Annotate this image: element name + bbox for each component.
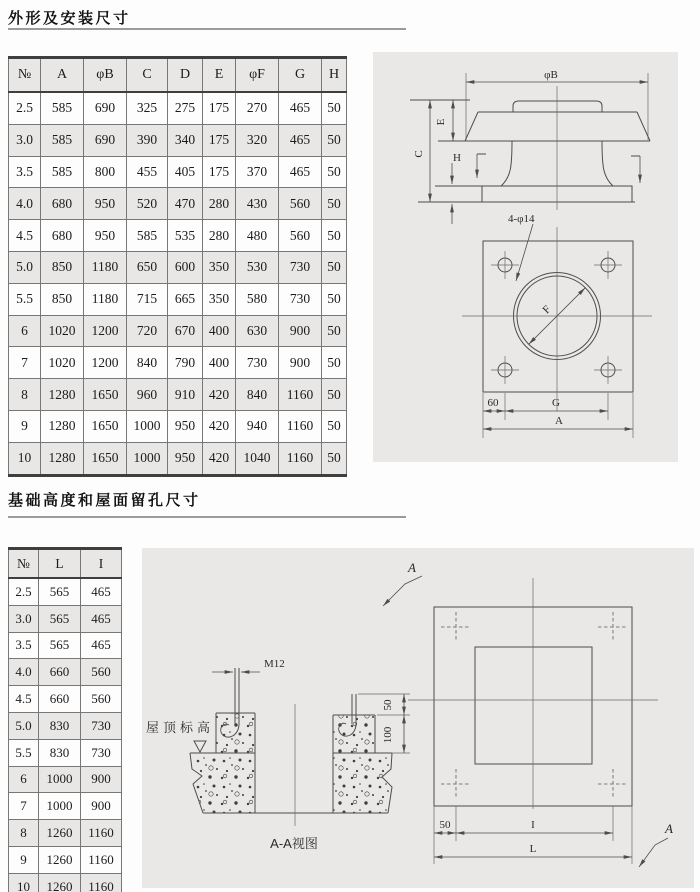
- table-cell: 900: [279, 347, 322, 379]
- table-cell: 50: [322, 124, 347, 156]
- column-header: G: [279, 58, 322, 93]
- table-cell: 560: [279, 220, 322, 252]
- table-cell: 585: [41, 156, 84, 188]
- table-cell: 8: [9, 379, 41, 411]
- table-row: [9, 659, 122, 686]
- table-cell: 565: [39, 578, 81, 605]
- table-row: [9, 124, 347, 156]
- table-row: [9, 686, 122, 713]
- table-cell: 50: [322, 410, 347, 442]
- table-cell: 50: [322, 379, 347, 411]
- column-header: L: [39, 549, 81, 579]
- table-cell: 1000: [39, 793, 81, 820]
- dim-label-h: H: [453, 152, 461, 164]
- flange-plan-view: [462, 213, 652, 438]
- table-cell: 560: [81, 659, 122, 686]
- table-cell: 175: [203, 156, 236, 188]
- table-row: [9, 632, 122, 659]
- section1-title: 外形及安装尺寸: [8, 10, 131, 27]
- table-cell: 650: [127, 251, 168, 283]
- table-cell: 1160: [81, 873, 122, 892]
- table-cell: 50: [322, 347, 347, 379]
- table-cell: 400: [203, 315, 236, 347]
- table-cell: 175: [203, 92, 236, 124]
- table-cell: 50: [322, 251, 347, 283]
- table-cell: 325: [127, 92, 168, 124]
- table-cell: 420: [203, 442, 236, 475]
- fan-elevation-view: [410, 69, 650, 224]
- table-cell: 7: [9, 793, 39, 820]
- table-cell: 280: [203, 220, 236, 252]
- header-row: [9, 549, 122, 579]
- dim-label-i: I: [531, 819, 535, 831]
- anchor-bolt-label: M12: [264, 658, 285, 670]
- table-cell: 730: [279, 251, 322, 283]
- table-row: [9, 347, 347, 379]
- table-cell: 800: [84, 156, 127, 188]
- table-row: [9, 442, 347, 475]
- table-cell: 405: [168, 156, 203, 188]
- fan-cap-outline: [513, 101, 602, 112]
- dim-label-g: G: [552, 397, 560, 409]
- table-cell: 465: [279, 124, 322, 156]
- dim-label-e: E: [435, 118, 447, 126]
- table-cell: 715: [127, 283, 168, 315]
- table-row: [9, 846, 122, 873]
- table-row: [9, 578, 122, 605]
- dim-label-50-offset: 50: [439, 819, 451, 831]
- table-cell: 1280: [41, 410, 84, 442]
- table-cell: 3.5: [9, 632, 39, 659]
- table-cell: 830: [39, 712, 81, 739]
- column-header: φF: [236, 58, 279, 93]
- table-cell: 465: [279, 92, 322, 124]
- column-header: E: [203, 58, 236, 93]
- table-cell: 340: [168, 124, 203, 156]
- foundation-dimensions-table: [8, 547, 122, 892]
- dim-label-c: C: [413, 150, 425, 158]
- table-cell: 50: [322, 188, 347, 220]
- dim-label-60: 60: [487, 397, 499, 409]
- roof-hole-outline: [475, 647, 592, 764]
- section1-title-rule: [8, 28, 406, 30]
- table-cell: 480: [236, 220, 279, 252]
- table-cell: 5.5: [9, 283, 41, 315]
- table-cell: 950: [84, 188, 127, 220]
- table-cell: 1200: [84, 347, 127, 379]
- column-header: A: [41, 58, 84, 93]
- fan-cowl-outline: [438, 112, 650, 141]
- table-cell: 830: [39, 739, 81, 766]
- column-header: №: [9, 58, 41, 93]
- table-row: [9, 92, 347, 124]
- table-cell: 850: [41, 251, 84, 283]
- table-cell: 4.5: [9, 220, 41, 252]
- table-cell: 1160: [81, 820, 122, 847]
- table-cell: 370: [236, 156, 279, 188]
- table-cell: 350: [203, 251, 236, 283]
- table-cell: 430: [236, 188, 279, 220]
- table-cell: 10: [9, 442, 41, 475]
- table-cell: 530: [236, 251, 279, 283]
- table-row: [9, 188, 347, 220]
- outline-drawing-panel: [373, 52, 678, 462]
- table-cell: 2.5: [9, 92, 41, 124]
- table-cell: 600: [168, 251, 203, 283]
- table-cell: 900: [81, 766, 122, 793]
- table-cell: 7: [9, 347, 41, 379]
- table-cell: 950: [168, 442, 203, 475]
- table-row: [9, 156, 347, 188]
- table-cell: 270: [236, 92, 279, 124]
- table-cell: 1020: [41, 315, 84, 347]
- table-cell: 585: [127, 220, 168, 252]
- table-cell: 660: [39, 686, 81, 713]
- dim-label-100-curb: 100: [382, 726, 394, 744]
- table-cell: 1650: [84, 442, 127, 475]
- column-header: I: [81, 549, 122, 579]
- table-cell: 4.0: [9, 188, 41, 220]
- table-cell: 50: [322, 442, 347, 475]
- table-cell: 3.0: [9, 124, 41, 156]
- column-header: №: [9, 549, 39, 579]
- table-cell: 1650: [84, 410, 127, 442]
- table-cell: 680: [41, 220, 84, 252]
- table-cell: 585: [41, 92, 84, 124]
- table-cell: 5.0: [9, 712, 39, 739]
- bolt-position-marks: [441, 612, 628, 799]
- table-cell: 960: [127, 379, 168, 411]
- table-cell: 5.0: [9, 251, 41, 283]
- table-row: [9, 315, 347, 347]
- table-cell: 465: [81, 632, 122, 659]
- bolt-holes-label: 4-φ14: [508, 213, 535, 225]
- table-cell: 585: [41, 124, 84, 156]
- table-row: [9, 820, 122, 847]
- table-row: [9, 873, 122, 892]
- table-cell: 400: [203, 347, 236, 379]
- roof-opening-edges: [255, 713, 333, 813]
- table-row: [9, 251, 347, 283]
- table-cell: 5.5: [9, 739, 39, 766]
- fan-base-outline: [418, 186, 635, 202]
- table-cell: 690: [84, 92, 127, 124]
- table-cell: 730: [279, 283, 322, 315]
- foundation-drawing: [142, 548, 694, 888]
- table-cell: 630: [236, 315, 279, 347]
- table-cell: 275: [168, 92, 203, 124]
- table-cell: 9: [9, 846, 39, 873]
- table-cell: 730: [236, 347, 279, 379]
- table-cell: 900: [279, 315, 322, 347]
- roof-level-label: 屋顶标高: [146, 720, 215, 735]
- table-cell: 565: [39, 632, 81, 659]
- table-cell: 6: [9, 766, 39, 793]
- table-cell: 390: [127, 124, 168, 156]
- table-cell: 1280: [41, 379, 84, 411]
- column-header: H: [322, 58, 347, 93]
- table-cell: 470: [168, 188, 203, 220]
- table-cell: 1000: [39, 766, 81, 793]
- outline-dimensions-table: [8, 56, 347, 477]
- dim-label-phi-b: φB: [544, 69, 558, 81]
- table-cell: 3.5: [9, 156, 41, 188]
- table-row: [9, 739, 122, 766]
- table-cell: 850: [41, 283, 84, 315]
- fan-outline-drawing: [373, 52, 678, 462]
- table-cell: 1160: [279, 379, 322, 411]
- table-cell: 3.0: [9, 605, 39, 632]
- table-row: [9, 605, 122, 632]
- table-cell: 1040: [236, 442, 279, 475]
- section-letter-top: A: [408, 560, 416, 575]
- table-row: [9, 766, 122, 793]
- table-cell: 1000: [127, 442, 168, 475]
- table-cell: 950: [168, 410, 203, 442]
- table-cell: 10: [9, 873, 39, 892]
- table-cell: 320: [236, 124, 279, 156]
- table-cell: 2.5: [9, 578, 39, 605]
- table-cell: 565: [39, 605, 81, 632]
- dim-label-l: L: [529, 843, 537, 855]
- table-cell: 175: [203, 124, 236, 156]
- section-view-caption: A-A视图: [270, 836, 318, 851]
- table-cell: 520: [127, 188, 168, 220]
- table-cell: 9: [9, 410, 41, 442]
- table-cell: 4.0: [9, 659, 39, 686]
- dim-label-50-projection: 50: [382, 699, 394, 711]
- table-cell: 1200: [84, 315, 127, 347]
- table-cell: 680: [41, 188, 84, 220]
- table-cell: 1280: [41, 442, 84, 475]
- table-cell: 790: [168, 347, 203, 379]
- table-cell: 50: [322, 220, 347, 252]
- table-cell: 420: [203, 410, 236, 442]
- column-header: D: [168, 58, 203, 93]
- table-row: [9, 793, 122, 820]
- table-cell: 900: [81, 793, 122, 820]
- table-cell: 560: [279, 188, 322, 220]
- table-cell: 535: [168, 220, 203, 252]
- foundation-drawing-panel: [142, 548, 694, 888]
- header-row: [9, 58, 347, 93]
- table-cell: 665: [168, 283, 203, 315]
- table-cell: 420: [203, 379, 236, 411]
- table-cell: 1160: [81, 846, 122, 873]
- table-cell: 690: [84, 124, 127, 156]
- table-cell: 1180: [84, 251, 127, 283]
- table-cell: 1260: [39, 820, 81, 847]
- table-cell: 580: [236, 283, 279, 315]
- foundation-section-view: [146, 658, 410, 851]
- table-cell: 950: [84, 220, 127, 252]
- table-row: [9, 283, 347, 315]
- table-cell: 6: [9, 315, 41, 347]
- table-cell: 910: [168, 379, 203, 411]
- section2-title: 基础高度和屋面留孔尺寸: [8, 492, 201, 509]
- table-cell: 1180: [84, 283, 127, 315]
- table-row: [9, 410, 347, 442]
- table-cell: 50: [322, 315, 347, 347]
- table-cell: 940: [236, 410, 279, 442]
- table-row: [9, 712, 122, 739]
- table-cell: 50: [322, 283, 347, 315]
- table-cell: 720: [127, 315, 168, 347]
- table-cell: 1260: [39, 873, 81, 892]
- table-cell: 730: [81, 712, 122, 739]
- table-cell: 350: [203, 283, 236, 315]
- dim-label-phi-f: F: [540, 303, 554, 317]
- table-cell: 1160: [279, 410, 322, 442]
- section2-title-rule: [8, 516, 406, 518]
- table-cell: 560: [81, 686, 122, 713]
- foundation-plan-view: [383, 560, 673, 867]
- table-cell: 1650: [84, 379, 127, 411]
- column-header: C: [127, 58, 168, 93]
- table-cell: 8: [9, 820, 39, 847]
- column-header: φB: [84, 58, 127, 93]
- table-row: [9, 379, 347, 411]
- table-cell: 465: [81, 578, 122, 605]
- table-cell: 455: [127, 156, 168, 188]
- table-cell: 1020: [41, 347, 84, 379]
- table-cell: 280: [203, 188, 236, 220]
- elevation-mark-icon: [194, 741, 206, 752]
- table-cell: 465: [81, 605, 122, 632]
- table-cell: 840: [236, 379, 279, 411]
- dim-label-a: A: [555, 415, 563, 427]
- table-cell: 670: [168, 315, 203, 347]
- table-cell: 840: [127, 347, 168, 379]
- table-row: [9, 220, 347, 252]
- table-cell: 50: [322, 92, 347, 124]
- table-cell: 465: [279, 156, 322, 188]
- section-letter-bottom: A: [665, 821, 673, 836]
- table-cell: 1260: [39, 846, 81, 873]
- table-cell: 50: [322, 156, 347, 188]
- table-cell: 730: [81, 739, 122, 766]
- table-cell: 4.5: [9, 686, 39, 713]
- table-cell: 1000: [127, 410, 168, 442]
- table-cell: 1160: [279, 442, 322, 475]
- table-cell: 660: [39, 659, 81, 686]
